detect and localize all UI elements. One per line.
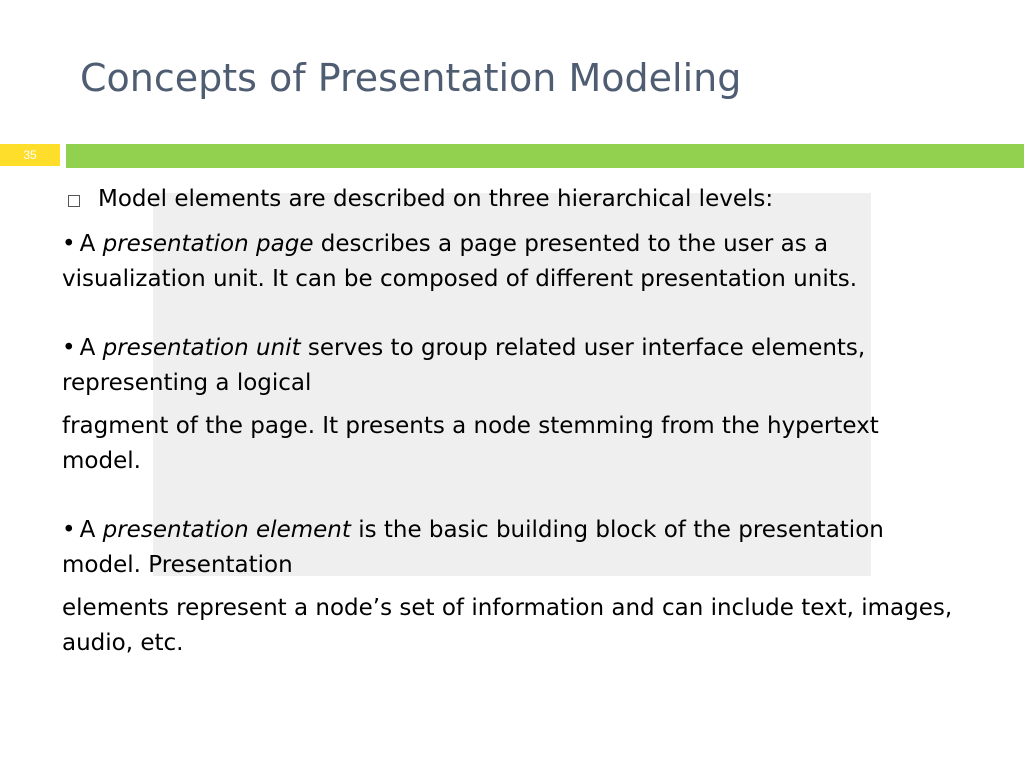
term-presentation-unit: presentation unit — [102, 335, 301, 361]
bullet-text: serves to group related user interface elements, representing a logical — [62, 335, 866, 396]
bullet-dot-icon: • — [62, 517, 76, 543]
bullet-continuation: elements represent a node’s set of information and can include text, images, audio, etc. — [62, 595, 953, 656]
bullet-presentation-unit — [62, 331, 962, 401]
square-bullet-icon — [68, 195, 80, 207]
slide-title: Concepts of Presentation Modeling — [80, 56, 742, 100]
bullet-dot-icon: • — [62, 231, 76, 257]
term-presentation-element: presentation element — [102, 517, 351, 543]
title-accent-bar — [66, 144, 1024, 168]
slide-number-badge: 35 — [0, 144, 60, 166]
bullet-prefix: A — [79, 517, 96, 543]
bullet-dot-icon: • — [62, 335, 76, 361]
slide-body — [62, 182, 962, 661]
bullet-text: describes a page presented to the user as a visualization unit. It can be composed of different presentation units. — [62, 231, 858, 292]
bullet-presentation-element — [62, 513, 962, 583]
bullet-presentation-page — [62, 227, 962, 297]
bullet-text: is the basic building block of the presentation model. Presentation — [62, 517, 884, 578]
lead-text: Model elements are described on three hierarchical levels: — [98, 186, 774, 212]
lead-bullet — [62, 182, 962, 217]
term-presentation-page: presentation page — [102, 231, 314, 257]
bullet-prefix: A — [79, 231, 96, 257]
bullet-continuation: fragment of the page. It presents a node stemming from the hypertext model. — [62, 413, 879, 474]
bullet-prefix: A — [79, 335, 96, 361]
